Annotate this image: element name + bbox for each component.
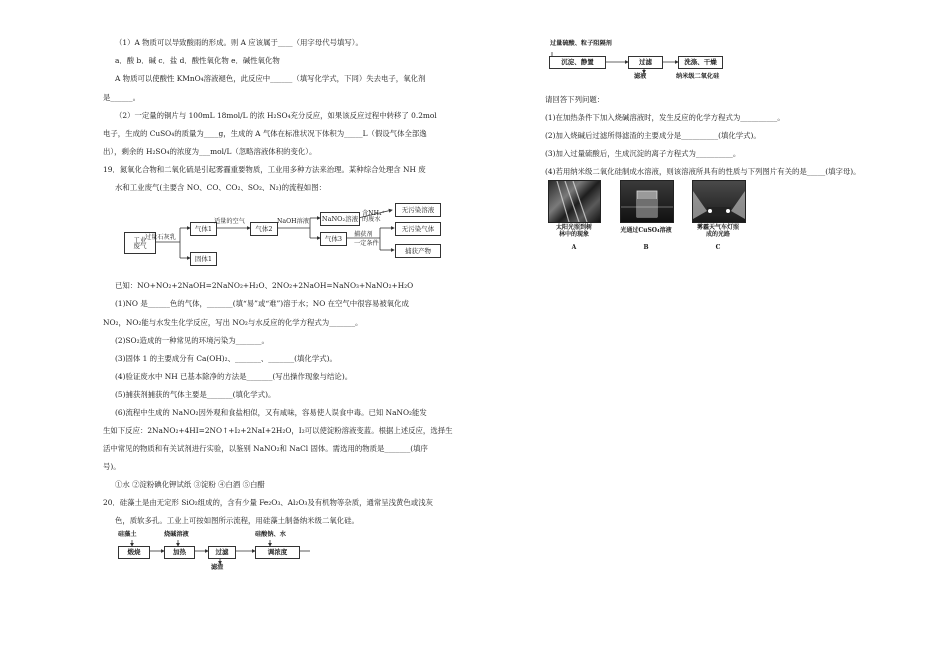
q-line: 色，质软多孔。工业上可按如图所示流程，用硅藻土制备纳米级二氧化硅。: [115, 516, 359, 525]
heat-box: 加热: [164, 546, 195, 559]
caption-b: 光通过CuSO₄溶液: [620, 227, 672, 234]
q-line: 活中常见的物质和有关试剂进行实验，以鉴别 NaNO₂和 NaCl 固体。需选用的物质是_______(填序: [103, 444, 428, 453]
gas2-box: 气体2: [250, 222, 278, 236]
r-line: 请回答下列问题：: [545, 95, 605, 104]
options-line: ①水 ②淀粉碘化钾试纸 ③淀粉 ④白酒 ⑤白醋: [115, 480, 265, 489]
gas1-box: 气体1: [190, 222, 217, 236]
filtrate-label: 滤液: [634, 73, 647, 80]
q-line: 电子，生成的 CuSO₄的质量为____g，生成的 A 气体在标准状况下体积为_____L（假设气体全部逸: [103, 129, 427, 138]
filter-box: 过滤: [208, 546, 236, 559]
caption-a: 太阳光照到树 林中的现象: [555, 224, 592, 238]
flow2-top-diatomite: 硅藻土: [118, 531, 137, 538]
q-line: (1)NO 是______色的气体，_______(填“易”或“难”)溶于水；NO 在空气中很容易被氧化成: [115, 299, 409, 308]
q-line: A 物质可以使酸性 KMnO₄溶液褪色，此反应中______（填写化学式，下同）失去电子，氧化剂: [115, 74, 426, 83]
lime-label: 过量石灰乳: [145, 234, 176, 241]
photo-b-cuso4: [620, 180, 674, 223]
filter2-box: 过滤: [628, 56, 663, 69]
beaker-icon: [621, 181, 673, 222]
naoh-label: NaOH溶液: [277, 218, 309, 225]
out3-box: 捕获产物: [395, 244, 441, 258]
letter-c: C: [715, 244, 721, 251]
q-line: (4)验证废水中 NH 已基本除净的方法是_______(写出操作现象与结论)。: [115, 372, 353, 381]
wash-dry-box: 洗涤、干燥: [678, 56, 723, 69]
photo-a-forest-light: [548, 180, 601, 223]
q-line: 是______。: [103, 93, 140, 102]
q20-stem: 20．硅藻土是由无定形 SiO₂组成的，含有少量 Fe₂O₃、Al₂O₃及有机物等杂质，通常呈浅黄色或浅灰: [103, 498, 433, 507]
q-line: (3)固体 1 的主要成分有 Ca(OH)₂、_______、_______(填化学式)。: [115, 354, 337, 363]
q-line: 生如下反应：2NaNO₂+4HI=2NO↑+I₂+2NaI+2H₂O，I₂可以使淀粉溶液变蓝。根据上述反应，选择生: [103, 426, 453, 435]
r-line: (4)若用纳米级二氧化硅制成水溶液，则该溶液所具有的性质与下列图片有关的是_____(填字母)。: [545, 167, 861, 176]
q-line: （2）一定量的铜片与 100mL 18mol/L 的浓 H₂SO₄充分反应，如果该反应过程中转移了 0.2mol: [115, 111, 437, 120]
r-line: (2)加入烧碱后过滤所得滤渣的主要成分是__________(填化学式)。: [545, 131, 761, 140]
out2-box: 无污染气体: [395, 222, 441, 236]
q-line: (2)SO₂造成的一种常见的环境污染为_______。: [115, 336, 269, 345]
settle-box: 沉淀、静置: [549, 56, 606, 69]
q-line: （1）A 物质可以导致酸雨的形成。则 A 应该属于____（用字母代号填写）。: [115, 38, 363, 47]
q19-stem: 19．氮氧化合物和二氧化硫是引起雾霾重要物质，工业用多种方法来治理。某种综合处理含 NH 废: [103, 165, 426, 174]
caption-c: 雾霾天气车灯照 成的光路: [696, 224, 739, 238]
nano2-box: NaNO₂溶液: [320, 212, 360, 226]
flow2-top-silicate: 硅酸钠、水: [255, 531, 286, 538]
q-line: 号)。: [103, 462, 121, 471]
q-line: NO₂，NO₂能与水发生化学反应，写出 NO₂与水反应的化学方程式为_______。: [103, 318, 363, 327]
flow3-top-label: 过量硫酸、粒子阻隔剂: [550, 40, 612, 47]
q-line: 水和工业废气(主要含 NO、CO、CO₂、SO₂、N₂)的流程如图：: [115, 183, 326, 192]
known-reaction: 已知：NO+NO₂+2NaOH=2NaNO₂+H₂O、2NO₂+2NaOH=NaNO₃+NaNO₂+H₂O: [115, 281, 414, 290]
q-line: a．酸 b．碱 c．盐 d．酸性氧化物 e．碱性氧化物: [115, 56, 280, 65]
nano-silica-label: 纳米级二氧化硅: [676, 73, 720, 80]
solid1-box: 固体1: [190, 252, 217, 266]
out1-box: 无污染溶液: [395, 203, 441, 217]
r-line: (1)在加热条件下加入烧碱溶液时，发生反应的化学方程式为__________。: [545, 113, 785, 122]
condition-label: 一定条件: [354, 240, 379, 247]
sunbeam-icon: [549, 181, 600, 222]
flow2-top-naoh: 烧碱溶液: [164, 531, 189, 538]
adjust-box: 调浓度: [255, 546, 300, 559]
q-line: (5)捕获剂捕获的气体主要是_______(填化学式)。: [115, 390, 276, 399]
flow2-residue: 滤渣: [211, 564, 224, 571]
letter-a: A: [571, 244, 577, 251]
calcine-box: 煅烧: [118, 546, 150, 559]
headlight-icon: [693, 181, 745, 222]
capture-label: 捕获剂: [354, 231, 373, 238]
air-label: 适量的空气: [214, 218, 245, 225]
q-line: 出），剩余的 H₂SO₄的浓度为___mol/L（忽略溶液体积的变化）。: [103, 147, 317, 156]
photo-c-car-lights: [692, 180, 746, 223]
q-line: (6)流程中生成的 NaNO₂因外观和食盐相似，又有咸味，容易使人误食中毒。已知 NaNO₂能发: [115, 408, 427, 417]
waste-gas-box: 工业 废气: [124, 232, 156, 254]
nh4-label: 含NH₄⁺ 的废水: [362, 210, 385, 224]
gas3-box: 气体3: [320, 232, 347, 246]
r-line: (3)加入过量硫酸后，生成沉淀的离子方程式为__________。: [545, 149, 741, 158]
letter-b: B: [643, 244, 649, 251]
